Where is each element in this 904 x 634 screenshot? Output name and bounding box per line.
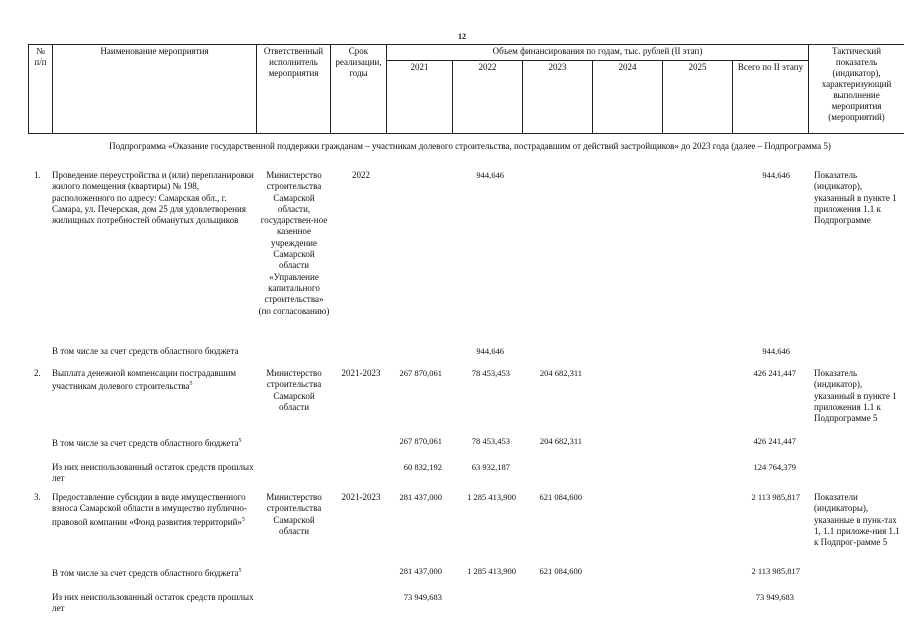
cell-2023: 621 084,600 — [539, 492, 582, 502]
row-responsible: Министерство строительства Самарской области — [266, 368, 322, 412]
cell-total: 426 241,447 — [753, 368, 796, 378]
cell-2021: 60 832,192 — [403, 462, 442, 472]
header-col-indicator: Тактический показатель (индикатор), характеризующий выполнение мероприятия (мероприятий) — [809, 45, 904, 134]
header-col-num: № п/п — [29, 45, 53, 134]
row-indicator: Показатели (индикаторы), указанные в пунк-тах 1, 1.1 приложе-ния 1.1 к Подпрог-рамме 5 — [814, 492, 900, 548]
row-activity-name: Предоставление субсидии в виде имущественного взноса Самарской области в имущество публично-правовой компании «Фонд развития территорий»$^5$ — [52, 492, 247, 527]
row-budget-label: В том числе за счет средств областного бюджета — [52, 346, 239, 356]
cell-total: 73 949,683 — [755, 592, 794, 602]
cell-total: 944,646 — [762, 346, 790, 356]
cell-2022: 63 932,187 — [471, 462, 510, 472]
cell-2023: 204 682,311 — [539, 436, 582, 446]
header-year: 2021 — [387, 61, 453, 134]
page-number: 12 — [458, 32, 466, 41]
row-budget-label: В том числе за счет средств областного бюджета$^5$ — [52, 568, 242, 578]
cell-total: 2 113 985,817 — [751, 492, 800, 502]
row-term: 2021-2023 — [341, 368, 381, 378]
subprogram-title: Подпрограмма «Оказание государственной поддержки гражданам – участникам долевого строительства, пострадавшим от действий застройщиков» до 2023 года (далее – Подпрограмма 5) — [109, 141, 831, 151]
row-responsible: Министерство строительства Самарской области — [266, 492, 322, 536]
row-term: 2021-2023 — [341, 492, 381, 502]
cell-total: 426 241,447 — [753, 436, 796, 446]
cell-2022: 944,646 — [476, 346, 504, 356]
row-responsible: Министерство строительства Самарской области, государствен-ное казенное учреждение Самарской области «Управление капитального строительства» (по согласованию) — [258, 170, 330, 316]
table-header — [28, 44, 904, 134]
cell-2022: 944,646 — [476, 170, 504, 180]
cell-2022: 1 285 413,900 — [467, 492, 516, 502]
row-indicator: Показатель (индикатор), указанный в пункте 1 приложения 1.1 к Подпрограмме 5 — [814, 368, 897, 424]
row-budget-label: В том числе за счет средств областного бюджета$^5$ — [52, 438, 242, 448]
row-number: 1. — [34, 170, 41, 180]
cell-2021: 267 870,061 — [399, 436, 442, 446]
header-col-name: Наименование мероприятия — [53, 45, 257, 134]
cell-2021: 281 437,000 — [399, 492, 442, 502]
row-indicator: Показатель (индикатор), указанный в пункте 1 приложения 1.1 к Подпрограмме — [814, 170, 897, 226]
header-col-term: Срок реализации, годы — [331, 45, 387, 134]
row-number: 3. — [34, 492, 41, 502]
cell-2022: 78 453,453 — [471, 436, 510, 446]
row-unused-balance-label: Из них неиспользованный остаток средств прошлых лет — [52, 592, 254, 614]
cell-total: 124 764,379 — [753, 462, 796, 472]
header-year: 2024 — [593, 61, 663, 134]
row-number: 2. — [34, 368, 41, 378]
cell-total: 944,646 — [762, 170, 790, 180]
header-year: 2025 — [663, 61, 733, 134]
row-activity-name: Проведение переустройства и (или) перепланировки жилого помещения (квартиры) № 198, расположенного по адресу: Самарская обл., г. Самара, ул. Печерская, дом 25 для удовлетворения жилищных потребностей обманутых дольщиков — [52, 170, 254, 226]
cell-2022: 78 453,453 — [471, 368, 510, 378]
row-unused-balance-label: Из них неиспользованный остаток средств прошлых лет — [52, 462, 254, 484]
header-col-funding: Объем финансирования по годам, тыс. рублей (II этап) — [387, 45, 809, 61]
header-col-responsible: Ответственный исполнитель мероприятия — [257, 45, 331, 134]
row-term: 2022 — [352, 170, 370, 180]
header-year: 2022 — [453, 61, 523, 134]
cell-2022: 1 285 413,900 — [467, 566, 516, 576]
cell-2023: 621 084,600 — [539, 566, 582, 576]
cell-2023: 204 682,311 — [539, 368, 582, 378]
row-activity-name: Выплата денежной компенсации пострадавшим участникам долевого строительства$^5$ — [52, 368, 237, 392]
cell-2021: 267 870,061 — [399, 368, 442, 378]
cell-2021: 281 437,000 — [399, 566, 442, 576]
cell-2021: 73 949,683 — [403, 592, 442, 602]
header-year-total: Всего по II этапу — [733, 61, 809, 134]
header-year: 2023 — [523, 61, 593, 134]
cell-total: 2 113 985,817 — [751, 566, 800, 576]
